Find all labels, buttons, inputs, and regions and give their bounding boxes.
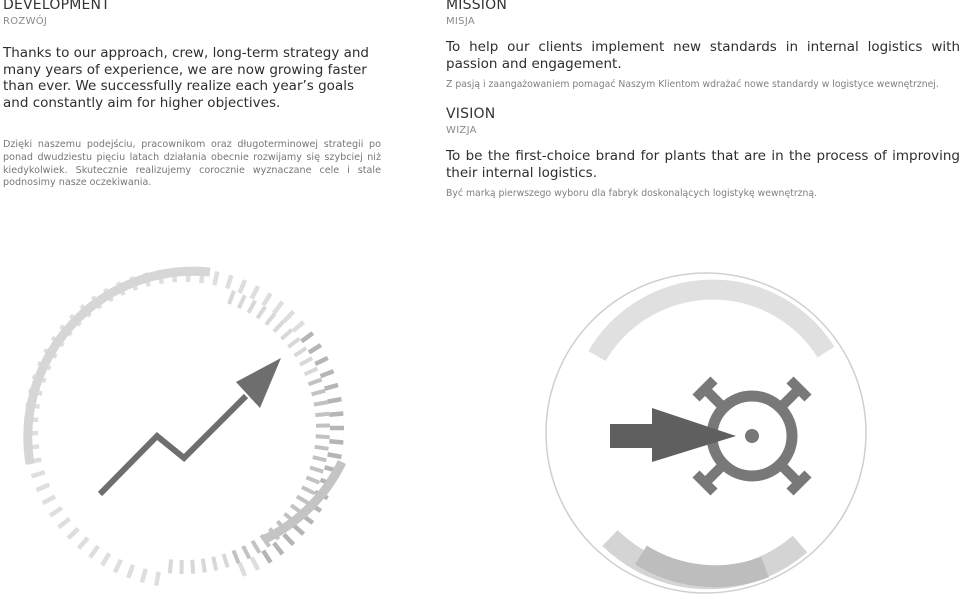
dial-outer-tick bbox=[32, 472, 45, 476]
dial-inner-tick bbox=[315, 447, 329, 449]
dial-outer-tick bbox=[274, 543, 283, 554]
development-subtitle: ROZWÓJ bbox=[3, 16, 48, 27]
dial-outer-tick bbox=[263, 294, 271, 306]
growth-line bbox=[100, 396, 246, 494]
vision-subtitle: WIZJA bbox=[446, 125, 477, 136]
dial-outer-tick bbox=[284, 534, 294, 544]
vision-text-pl: Być marką pierwszego wyboru dla fabryk doskonalących logistykę wewnętrzną. bbox=[446, 188, 818, 199]
dial-inner-tick bbox=[233, 550, 238, 563]
dial-inner-tick bbox=[192, 560, 193, 574]
dial-outer-tick bbox=[240, 563, 245, 576]
dial-inner-tick bbox=[316, 436, 330, 437]
dial-outer-tick bbox=[328, 399, 342, 402]
dial-inner-tick bbox=[257, 307, 265, 319]
dial-inner-tick bbox=[203, 559, 205, 573]
dial-inner-tick bbox=[309, 380, 322, 385]
dial-outer-tick bbox=[293, 322, 303, 331]
dial-outer-tick bbox=[274, 302, 283, 313]
dial-outer-tick bbox=[50, 508, 62, 516]
dial-outer-tick bbox=[309, 345, 321, 352]
vision-title: VISION bbox=[446, 106, 496, 122]
target-top-arc bbox=[597, 290, 826, 356]
mission-text-pl: Z pasją i zaangażowaniem pomagać Naszym Klientom wdrażać nowe standardy w logistyce wewnętrznej. bbox=[446, 79, 939, 90]
dial-inner-tick bbox=[239, 295, 245, 308]
dial-inner-tick bbox=[274, 321, 284, 331]
dial-outer-arc bbox=[28, 271, 210, 464]
growth-dial-icon bbox=[24, 268, 344, 585]
dial-outer-tick bbox=[321, 371, 334, 376]
development-title: DEVELOPMENT bbox=[3, 0, 110, 13]
development-lead: Thanks to our approach, crew, long-term strategy and many years of experience, we are now growing faster than ever. We successfully realize each year’s goals and constantly aim for higher objectives. bbox=[3, 45, 369, 111]
dial-outer-tick bbox=[315, 358, 328, 364]
dial-inner-tick bbox=[248, 301, 255, 313]
dial-outer-tick bbox=[227, 275, 231, 288]
crosshair-center bbox=[745, 429, 759, 443]
dial-inner-tick bbox=[224, 554, 228, 567]
dial-outer-tick bbox=[263, 551, 271, 563]
mission-subtitle: MISJA bbox=[446, 16, 476, 27]
dial-inner-tick bbox=[282, 330, 292, 339]
dial-outer-tick bbox=[128, 565, 133, 578]
dial-outer-tick bbox=[102, 553, 109, 565]
dial-outer-tick bbox=[214, 272, 217, 286]
dial-outer-tick bbox=[302, 333, 313, 341]
vision-lead: To be the first-choice brand for plants that are in the process of improving their internal logistics. bbox=[446, 148, 960, 181]
target-arrow-icon bbox=[546, 273, 866, 593]
dial-outer-tick bbox=[68, 529, 78, 539]
dial-outer-tick bbox=[252, 286, 259, 298]
dial-outer-tick bbox=[59, 519, 70, 528]
dial-inner-tick bbox=[306, 477, 319, 482]
dial-outer-tick bbox=[240, 280, 245, 293]
dial-inner-tick bbox=[300, 358, 312, 365]
dial-inner-tick bbox=[302, 487, 315, 493]
dial-inner-tick bbox=[305, 369, 318, 375]
dial-inner-tick bbox=[170, 559, 171, 573]
dial-outer-tick bbox=[43, 497, 55, 504]
dial-outer-tick bbox=[329, 441, 343, 442]
dial-inner-tick bbox=[288, 339, 299, 348]
dial-outer-tick bbox=[90, 546, 98, 557]
dial-inner-tick bbox=[229, 291, 234, 304]
dial-outer-tick bbox=[328, 454, 342, 457]
mission-lead: To help our clients implement new standards in internal logistics with passion and engagement. bbox=[446, 39, 960, 72]
dial-inner-tick bbox=[243, 546, 249, 559]
dial-outer-tick bbox=[37, 485, 50, 490]
dial-inner-tick bbox=[213, 557, 216, 571]
dial-inner-tick bbox=[297, 496, 309, 503]
dial-inner-tick bbox=[252, 541, 259, 553]
dial-inner-tick bbox=[312, 391, 326, 395]
dial-inner-tick bbox=[310, 468, 323, 472]
dial-outer-tick bbox=[156, 572, 158, 586]
dial-outer-tick bbox=[115, 560, 121, 573]
dial-outer-tick bbox=[79, 538, 88, 549]
development-text-pl: Dzięki naszemu podejściu, pracownikom oraz długoterminowej strategii po ponad dwudziestu pięciu latach działania obecnie rozwijamy się szybciej niż kiedykolwiek. Skutecznie realizujemy corocznie wyznaczane cele i stale podnosimy nasze oczekiwania. bbox=[3, 139, 381, 189]
dial-outer-tick bbox=[293, 525, 303, 534]
dial-outer-tick bbox=[329, 414, 343, 415]
mission-title: MISSION bbox=[446, 0, 508, 13]
dial-inner-tick bbox=[314, 402, 328, 405]
dial-outer-tick bbox=[325, 385, 339, 389]
dial-inner-tick bbox=[315, 414, 329, 415]
dial-outer-tick bbox=[142, 569, 146, 583]
dial-inner-tick bbox=[313, 457, 327, 460]
dial-inner-tick bbox=[266, 314, 275, 325]
dial-inner-tick bbox=[295, 348, 307, 356]
target-bottom-arc-dark bbox=[641, 555, 765, 576]
dial-outer-tick bbox=[252, 557, 259, 569]
dial-outer-tick bbox=[284, 311, 294, 321]
